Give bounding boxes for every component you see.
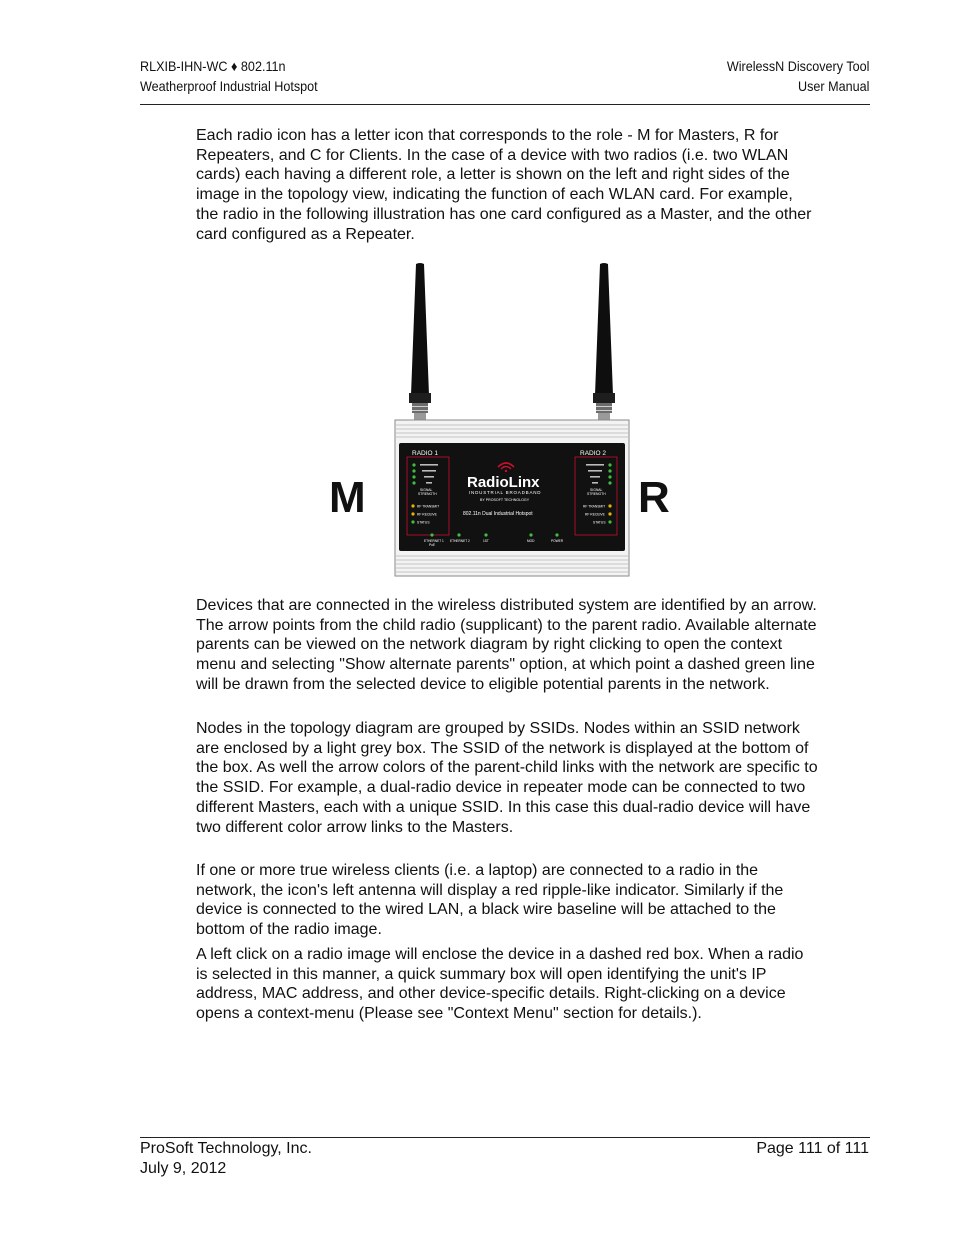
model-name: 802.11n Dual Industrial Hotspot	[463, 511, 533, 517]
radio1-label: RADIO 1	[412, 450, 439, 457]
page-number: Page 111 of 111	[756, 1140, 869, 1157]
antenna-right	[593, 263, 615, 421]
dual-radio-illustration	[328, 260, 684, 580]
radio2-signal-label: SIGNAL	[590, 488, 603, 492]
radio2-rf-receive-label: RF RECEIVE	[585, 512, 605, 517]
radio1-signal-label: SIGNAL	[420, 488, 433, 492]
radio2-label: RADIO 2	[580, 450, 607, 457]
footer-left	[140, 1139, 312, 1179]
product-name: RLXIB-IHN-WC ♦ 802.11n	[140, 58, 286, 74]
paragraph-left-click: A left click on a radio image will enclose the device in a dashed red box. When a radio is selected in this manner, a quick summary box will open identifying the unit's IP address, MAC address, and other device-specific details. Right-clicking on a device opens a context-menu (Please see "Context Menu" section for details.).	[196, 946, 804, 1023]
paragraph-radio-icon-letters: Each radio icon has a letter icon that corresponds to the role - M for Masters, R for Repeaters, and C for Clients. In the case of a device with two radios (i.e. two WLAN cards) each having a different role, a letter is shown on the left and right sides of the image in the topology view, indicating the function of each WLAN card. For example, the radio in the following illustration has one card configured as a Master, and the other card configured as a Repeater.	[196, 127, 812, 243]
paragraph-ssid-grouping: Nodes in the topology diagram are grouped by SSIDs. Nodes within an SSID network are enclosed by a light grey box. The SSID of the network is displayed at the bottom of the box. As well the arrow colors of the parent-child links with the network are specific to the SSID. For example, a dual-radio device in repeater mode can be connected to two different Masters, each with a unique SSID. In this case this dual-radio device will have two different color arrow links to the Masters.	[196, 720, 818, 836]
header-divider	[140, 104, 870, 105]
antenna-left	[409, 263, 431, 421]
radio2-strength-label: STRENGTH	[587, 492, 606, 496]
port-power-label: POWER	[551, 539, 564, 543]
radio1-status-label: STATUS	[417, 520, 430, 525]
footer-company: ProSoft Technology, Inc.	[140, 1140, 312, 1157]
port-ethernet1-label: ETHERNET 1	[424, 539, 444, 543]
paragraph-wireless-clients: If one or more true wireless clients (i.e. a laptop) are connected to a radio in the network, the icon's left antenna will display a red ripple-like indicator. Similarly if the device is connected to the wired LAN, a black wire baseline will be attached to the bottom of the radio image.	[196, 862, 784, 939]
port-1st-label: 1ST	[483, 539, 489, 543]
footer-right	[756, 1139, 869, 1159]
header-left	[140, 56, 318, 96]
paragraph-arrows: Devices that are connected in the wireless distributed system are identified by an arrow. The arrow points from the child radio (supplicant) to the parent radio. Available alternate parents can be viewed on the network diagram by right clicking to open the context menu and selecting "Show alternate parents" option, at which point a dashed green line will be drawn from the selected device to eligible potential parents in the network.	[196, 597, 817, 693]
manual-type: User Manual	[797, 78, 869, 94]
product-description: Weatherproof Industrial Hotspot	[140, 78, 318, 94]
radio1-strength-label: STRENGTH	[418, 492, 437, 496]
role-letter-right: R	[638, 473, 670, 522]
port-mod-label: MOD	[527, 539, 535, 543]
port-ethernet2-label: ETHERNET 2	[450, 539, 470, 543]
radio2-status-label: STATUS	[593, 520, 606, 525]
brand-tagline: INDUSTRIAL BROADBAND	[469, 490, 542, 495]
radio1-rf-transmit-label: RF TRANSMIT	[417, 504, 440, 509]
footer-date: July 9, 2012	[140, 1160, 227, 1177]
footer-divider	[140, 1137, 870, 1138]
manual-title: WirelessN Discovery Tool	[726, 58, 869, 74]
brand-maker: BY PROSOFT TECHNOLOGY	[480, 498, 530, 502]
port-ethernet1-poe-label: PoE	[429, 543, 436, 547]
header-right	[726, 56, 869, 96]
radio2-rf-transmit-label: RF TRANSMIT	[583, 504, 606, 509]
radio1-rf-receive-label: RF RECEIVE	[417, 512, 437, 517]
brand-logo: RadioLinx	[467, 474, 540, 491]
role-letter-left: M	[329, 473, 366, 522]
